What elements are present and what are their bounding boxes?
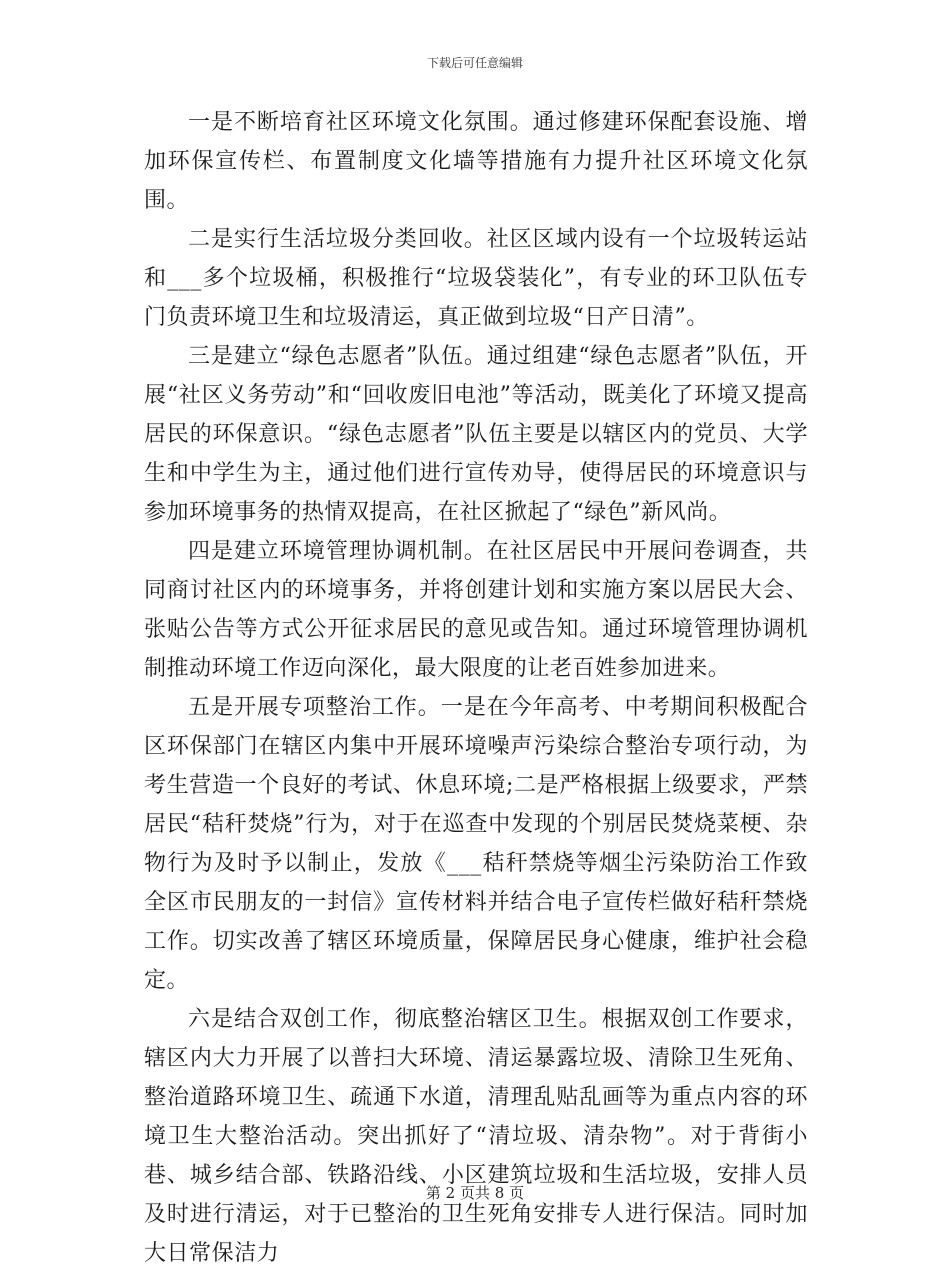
paragraph-1: 一是不断培育社区环境文化氛围。通过修建环保配套设施、增加环保宣传栏、布置制度文化墙等措施有力提升社区环境文化氛围。 [144, 110, 808, 213]
document-body [144, 103, 808, 1273]
paragraph-3: 三是建立“绿色志愿者”队伍。通过组建“绿色志愿者”队伍，开展“社区义务劳动”和“回收废旧电池”等活动，既美化了环境又提高居民的环保意识。“绿色志愿者”队伍主要是以辖区内的党员、大学生和中学生为主，通过他们进行宣传劝导，使得居民的环境意识与参加环境事务的热情双提高，在社区掀起了“绿色”新风尚。 [144, 344, 808, 525]
paragraph-4: 四是建立环境管理协调机制。在社区居民中开展问卷调查，共同商讨社区内的环境事务，并将创建计划和实施方案以居民大会、张贴公告等方式公开征求居民的意见或告知。通过环境管理协调机制推动环境工作迈向深化，最大限度的让老百姓参加进来。 [144, 539, 808, 681]
page-header: 下载后可任意编辑 [426, 56, 523, 70]
page-number-footer: 第 2 页共 8 页 [425, 1184, 525, 1202]
paragraph-6: 六是结合双创工作，彻底整治辖区卫生。根据双创工作要求，辖区内大力开展了以普扫大环境、清运暴露垃圾、清除卫生死角、整治道路环境卫生、疏通下水道，清理乱贴乱画等为重点内容的环境卫生大整治活动。突出抓好了“清垃圾、清杂物”。对于背街小巷、城乡结合部、铁路沿线、小区建筑垃圾和生活垃圾，安排人员及时进行清运，对于已整治的卫生死角安排专人进行保洁。同时加大日常保洁力 [144, 1007, 808, 1266]
paragraph-2: 二是实行生活垃圾分类回收。社区区域内设有一个垃圾转运站和___多个垃圾桶，积极推行“垃圾袋装化”，有专业的环卫队伍专门负责环境卫生和垃圾清运，真正做到垃圾“日产日清”。 [144, 227, 808, 330]
paragraph-5: 五是开展专项整治工作。一是在今年高考、中考期间积极配合区环保部门在辖区内集中开展环境噪声污染综合整治专项行动，为考生营造一个良好的考试、休息环境;二是严格根据上级要求，严禁居民“秸秆焚烧”行为，对于在巡查中发现的个别居民焚烧菜梗、杂物行为及时予以制止，发放《___秸秆禁烧等烟尘污染防治工作致全区市民朋友的一封信》宣传材料并结合电子宣传栏做好秸秆禁烧工作。切实改善了辖区环境质量，保障居民身心健康，维护社会稳定。 [144, 695, 808, 993]
